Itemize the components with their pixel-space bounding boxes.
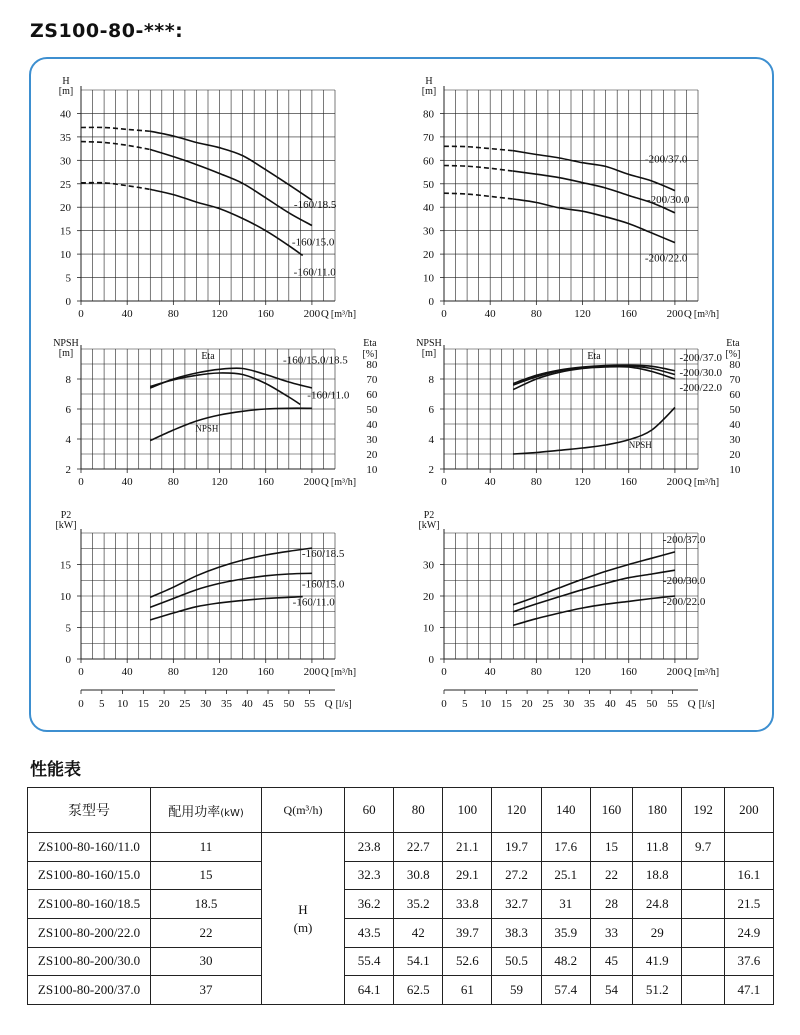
cell-value: 9.7 [682,833,724,862]
x2-axis-unit: [l/s] [335,699,352,710]
eta-label: Eta [587,350,601,362]
y-tick-label: 80 [423,108,434,121]
y-tick-label: 0 [428,654,434,666]
y-tick-label: 0 [65,296,71,308]
x2-tick-label: 35 [220,698,232,710]
header-q-200: 200 [724,788,773,833]
y2-tick-label: 10 [366,464,378,476]
y2-axis-label: Eta [363,338,377,349]
x-tick-label: 0 [78,308,84,320]
cell-model: ZS100-80-160/18.5 [28,890,151,919]
cell-value: 16.1 [724,861,773,890]
x-tick-label: 40 [484,308,496,320]
x2-tick-label: 10 [117,698,129,710]
x-axis-label: Q [683,476,692,488]
header-q-192: 192 [682,788,724,833]
y-tick-label: 4 [65,434,71,446]
header-power [151,788,262,833]
cell-value: 29 [633,918,682,947]
cell-value: 39.7 [443,918,492,947]
cell-value: 18.8 [633,861,682,890]
cell-value: 57.4 [541,976,590,1005]
x-tick-label: 120 [574,666,591,678]
x2-tick-label: 45 [625,698,637,710]
cell-model: ZS100-80-160/11.0 [28,833,151,862]
table-row [28,890,774,919]
x-tick-label: 40 [121,476,133,488]
y-tick-label: 40 [423,202,434,215]
cell-value: 11.8 [633,833,682,862]
y-tick-label: 5 [65,622,71,635]
x-tick-label: 0 [78,476,84,488]
y-tick-label: 30 [60,155,71,168]
y-tick-label: 0 [428,296,434,308]
x-axis-unit: [m³/h] [693,477,720,488]
page-title: ZS100-80-***: [30,20,184,42]
y-tick-label: 15 [60,559,71,572]
cell-value: 59 [492,976,541,1005]
y-tick-label: 20 [60,202,71,215]
y-tick-label: 10 [423,272,434,285]
series-label: -200/22.0 [662,596,706,608]
y2-tick-label: 40 [366,419,378,431]
x-axis-unit: [m³/h] [330,477,357,488]
series-label: -160/11.0 [292,596,335,609]
x-tick-label: 0 [78,666,84,678]
y-tick-label: 30 [423,225,434,238]
series-label: -200/30.0 [679,367,723,379]
h-label: H [298,901,308,917]
x-tick-label: 120 [574,308,591,320]
y-tick-label: 35 [60,131,71,144]
y2-tick-label: 60 [366,389,378,401]
cell-value: 27.2 [492,861,541,890]
cell-value: 35.9 [541,918,590,947]
header-q-60: 60 [345,788,394,833]
y-tick-label: 25 [60,178,71,191]
cell-value: 50.5 [492,947,541,976]
x2-tick-label: 10 [480,698,492,710]
cell-value: 52.6 [443,947,492,976]
cell-value: 30.8 [394,861,443,890]
y-tick-label: 4 [428,434,434,446]
table-row [28,976,774,1005]
series-label: -160/11.0 [293,266,336,279]
y-tick-label: 15 [60,225,71,238]
cell-model: ZS100-80-200/22.0 [28,918,151,947]
x-axis-unit: [m³/h] [330,667,357,678]
x-axis-unit: [m³/h] [330,309,357,320]
y-axis-unit: [m] [421,348,437,359]
y2-tick-label: 70 [366,374,378,386]
cell-value: 55.4 [345,947,394,976]
x-tick-label: 0 [441,666,447,678]
cell-value: 64.1 [345,976,394,1005]
cell-value: 32.7 [492,890,541,919]
y-tick-label: 40 [60,108,71,121]
cell-value: 19.7 [492,833,541,862]
x-axis-label: Q [320,476,329,488]
cell-value: 51.2 [633,976,682,1005]
cell-value: 33 [590,918,632,947]
y-tick-label: 60 [423,155,434,168]
x2-tick-label: 0 [78,698,84,710]
x-tick-label: 200 [303,476,321,488]
cell-value: 22 [590,861,632,890]
x2-tick-label: 35 [583,698,595,710]
table-row [28,918,774,947]
y-axis-unit: [m] [421,86,437,97]
x-axis-label: Q [683,666,692,678]
y2-tick-label: 80 [729,359,741,371]
series-label: -160/11.0 [307,389,350,402]
x-tick-label: 40 [484,476,496,488]
x-tick-label: 120 [211,308,228,320]
cell-value: 54.1 [394,947,443,976]
cell-value: 28 [590,890,632,919]
y2-axis-unit: [%] [725,349,741,360]
x-tick-label: 40 [121,308,133,320]
x2-tick-label: 40 [241,698,253,710]
header-power-unit: (kW) [220,807,244,819]
cell-value: 24.8 [633,890,682,919]
cell-value: 42 [394,918,443,947]
cell-value: 54 [590,976,632,1005]
x2-axis-label: Q [324,698,333,710]
y-axis-label: NPSH [53,338,79,349]
x2-tick-label: 5 [99,698,105,710]
series-label: -200/22.0 [644,252,688,265]
header-model: 泵型号 [28,788,151,833]
x-tick-label: 0 [441,476,447,488]
x-tick-label: 80 [167,666,179,678]
y2-tick-label: 60 [729,389,741,401]
series-label: -160/15.0/18.5 [283,354,348,367]
y-tick-label: 6 [65,404,71,416]
header-q-80: 80 [394,788,443,833]
series-label: -200/30.0 [662,575,706,588]
cell-value: 17.6 [541,833,590,862]
series-label: -200/30.0 [646,193,690,206]
cell-value: 15 [590,833,632,862]
x-axis-label: Q [320,666,329,678]
x-tick-label: 120 [574,476,591,488]
x2-tick-label: 15 [137,698,149,710]
series-label: -160/18.5 [301,548,345,561]
series-label: -160/18.5 [293,199,337,212]
cell-value: 36.2 [345,890,394,919]
y-tick-label: 20 [423,249,434,262]
x-tick-label: 200 [666,476,684,488]
cell-value: 61 [443,976,492,1005]
x-tick-label: 200 [303,308,321,320]
x2-tick-label: 55 [304,698,316,710]
x-tick-label: 200 [666,666,684,678]
x2-tick-label: 40 [604,698,616,710]
npsh-label: NPSH [628,440,652,450]
y-tick-label: 10 [423,622,434,635]
x2-tick-label: 15 [500,698,512,710]
y2-tick-label: 10 [729,464,741,476]
cell-value: 21.5 [724,890,773,919]
header-q-100: 100 [443,788,492,833]
h-unit: (m) [293,919,313,935]
cell-value: 23.8 [345,833,394,862]
cell-value: 24.9 [724,918,773,947]
x-axis-unit: [m³/h] [693,309,720,320]
y2-axis-unit: [%] [362,349,378,360]
y-tick-label: 50 [423,178,434,191]
header-q-160: 160 [590,788,632,833]
x-tick-label: 120 [211,666,228,678]
y-axis-label: H [62,76,70,87]
x-tick-label: 40 [121,666,133,678]
series-label: -200/22.0 [679,382,723,394]
y-axis-label: NPSH [416,338,442,349]
cell-h-label [262,833,345,1005]
x2-tick-label: 30 [200,698,212,710]
y2-tick-label: 20 [729,449,741,461]
x-tick-label: 160 [620,666,637,678]
chart-h200 [422,76,719,320]
header-power-label: 配用功率 [168,804,221,820]
x-tick-label: 80 [530,666,542,678]
x-tick-label: 120 [211,476,228,488]
series-label: -160/15.0 [301,578,345,591]
cell-value: 29.1 [443,861,492,890]
cell-value [682,861,724,890]
x2-axis-unit: [l/s] [698,699,715,710]
y-tick-label: 6 [428,404,434,416]
y2-tick-label: 70 [729,374,741,386]
x2-axis-label: Q [687,698,696,710]
x-tick-label: 80 [167,308,179,320]
y2-axis-label: Eta [726,338,740,349]
x2-tick-label: 20 [521,698,533,710]
cell-value: 38.3 [492,918,541,947]
y2-tick-label: 20 [366,449,378,461]
header-q-180: 180 [633,788,682,833]
y2-tick-label: 30 [729,434,741,446]
table-row [28,861,774,890]
cell-power: 30 [151,947,262,976]
x2-tick-label: 45 [262,698,274,710]
x2-tick-label: 25 [542,698,554,710]
y-tick-label: 10 [60,591,71,603]
x2-tick-label: 0 [441,698,447,710]
chart-npsh200 [416,338,741,488]
cell-value: 31 [541,890,590,919]
x-tick-label: 160 [620,476,637,488]
chart-p160 [55,510,356,710]
x-tick-label: 200 [303,666,321,678]
y2-tick-label: 40 [729,419,741,431]
x-axis-label: Q [320,308,329,320]
x2-tick-label: 20 [158,698,170,710]
npsh-label: NPSH [195,423,219,434]
x-tick-label: 0 [441,308,447,320]
x2-tick-label: 50 [283,698,295,710]
performance-table [27,787,774,1005]
series-label: -160/15.0 [291,236,335,249]
series-label: -200/37.0 [662,533,706,546]
table-row [28,833,774,862]
table-header-row [28,788,774,833]
cell-value: 45 [590,947,632,976]
x-tick-label: 160 [257,666,274,678]
x-tick-label: 80 [167,476,179,488]
eta-label: Eta [201,350,215,362]
x-axis-label: Q [683,308,692,320]
cell-value: 25.1 [541,861,590,890]
cell-value: 62.5 [394,976,443,1005]
y-tick-label: 5 [65,272,71,285]
x-tick-label: 160 [620,308,637,320]
series-label: -200/37.0 [679,352,723,364]
cell-power: 11 [151,833,262,862]
y-axis-unit: [m] [58,348,74,359]
cell-model: ZS100-80-200/37.0 [28,976,151,1005]
header-q: Q(m³/h) [262,788,345,833]
y-axis-label: P2 [423,510,435,521]
header-q-120: 120 [492,788,541,833]
cell-power: 18.5 [151,890,262,919]
y-tick-label: 2 [65,464,71,476]
header-q-140: 140 [541,788,590,833]
table-row [28,947,774,976]
cell-value [682,947,724,976]
table-title: 性能表 [30,760,81,780]
cell-value [682,918,724,947]
x2-tick-label: 30 [563,698,575,710]
y-tick-label: 8 [65,374,71,386]
y-tick-label: 10 [60,249,71,262]
cell-value: 47.1 [724,976,773,1005]
cell-model: ZS100-80-160/15.0 [28,861,151,890]
y2-tick-label: 50 [366,404,378,416]
cell-power: 37 [151,976,262,1005]
chart-h160 [59,76,356,320]
y-axis-label: P2 [60,510,72,521]
y-tick-label: 8 [428,374,434,386]
x2-tick-label: 50 [646,698,658,710]
x-tick-label: 80 [530,476,542,488]
y2-tick-label: 30 [366,434,378,446]
cell-value [724,833,773,862]
x2-tick-label: 55 [667,698,679,710]
cell-value: 32.3 [345,861,394,890]
cell-value: 22.7 [394,833,443,862]
cell-value: 21.1 [443,833,492,862]
cell-power: 22 [151,918,262,947]
x2-tick-label: 25 [179,698,191,710]
chart-p200 [418,510,719,710]
cell-value: 43.5 [345,918,394,947]
cell-model: ZS100-80-200/30.0 [28,947,151,976]
y-axis-unit: [m] [58,86,74,97]
y2-tick-label: 50 [729,404,741,416]
y2-tick-label: 80 [366,359,378,371]
x-tick-label: 200 [666,308,684,320]
cell-value: 35.2 [394,890,443,919]
y-tick-label: 20 [423,591,434,603]
series-label: -200/37.0 [644,153,688,166]
y-axis-unit: [kW] [55,520,77,531]
x2-tick-label: 5 [462,698,468,710]
y-tick-label: 70 [423,131,434,144]
y-tick-label: 2 [428,464,434,476]
cell-value [682,976,724,1005]
x-tick-label: 160 [257,476,274,488]
x-tick-label: 160 [257,308,274,320]
cell-power: 15 [151,861,262,890]
y-tick-label: 0 [65,654,71,666]
cell-value: 48.2 [541,947,590,976]
x-tick-label: 80 [530,308,542,320]
cell-value [682,890,724,919]
cell-value: 41.9 [633,947,682,976]
y-tick-label: 30 [423,559,434,572]
y-axis-label: H [425,76,433,87]
cell-value: 37.6 [724,947,773,976]
y-axis-unit: [kW] [418,520,440,531]
chart-npsh160 [53,338,378,488]
cell-value: 33.8 [443,890,492,919]
x-tick-label: 40 [484,666,496,678]
x-axis-unit: [m³/h] [693,667,720,678]
